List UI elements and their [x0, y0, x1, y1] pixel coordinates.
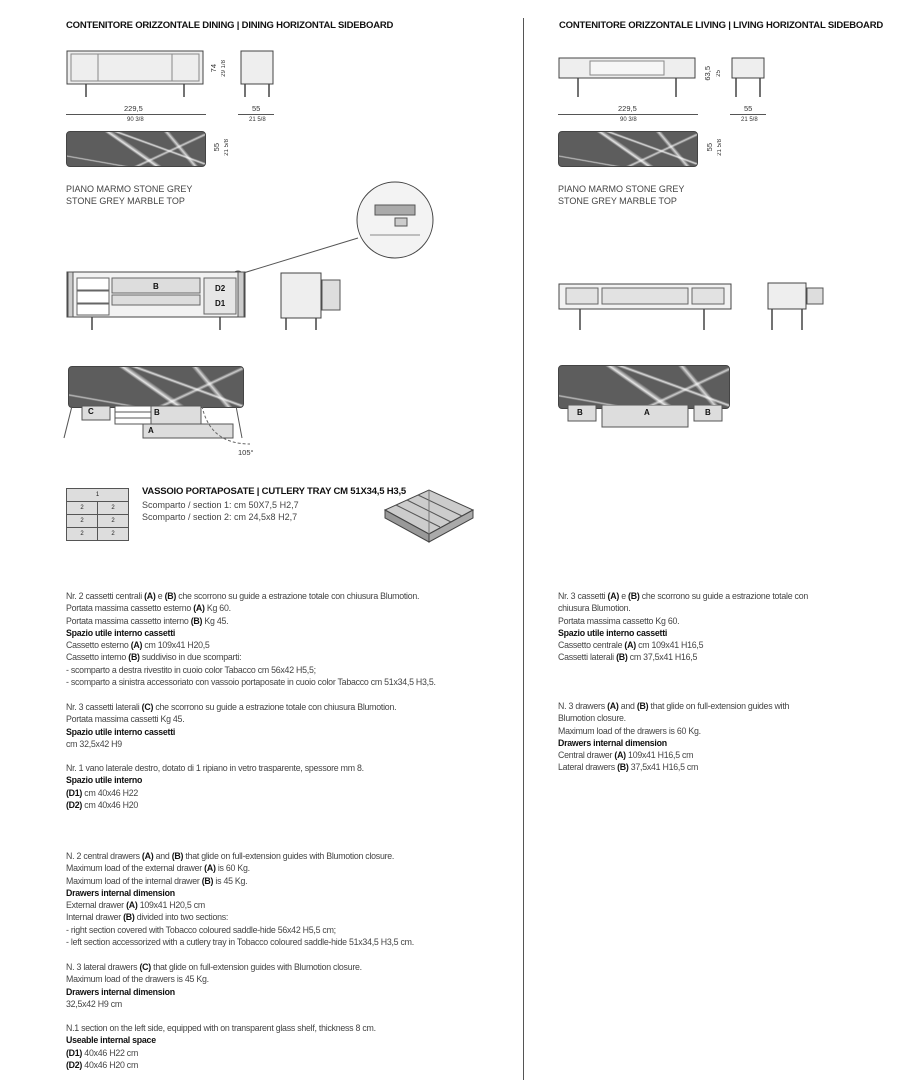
- text-fragment: Maximum load of the internal drawer: [66, 875, 202, 886]
- text-line: [66, 961, 362, 973]
- text-fragment: (A): [193, 603, 205, 614]
- marble-caption-en: STONE GREY MARBLE TOP: [558, 196, 677, 206]
- text-line: [558, 700, 789, 712]
- text-line: [66, 738, 396, 750]
- text-fragment: che scorrono su guide a estrazione totale con chiusura Blumotion.: [176, 591, 420, 601]
- text-fragment: Kg 45.: [202, 615, 229, 626]
- living-marble-top: [558, 131, 698, 167]
- text-fragment: cm 40x46 H20: [82, 799, 139, 810]
- text-line: [558, 590, 808, 602]
- plan-label-a: A: [148, 426, 154, 435]
- text-fragment: that glide on full-extension guides with: [648, 701, 790, 711]
- plan-label-b: B: [154, 408, 160, 417]
- text-fragment: cm 40x46 H22: [82, 787, 139, 798]
- dim-width-cm: 229,5: [124, 104, 143, 113]
- text-fragment: Cassetto centrale: [558, 640, 625, 651]
- text-fragment: divided into two sections:: [134, 912, 229, 923]
- tray-cell: 2: [98, 515, 129, 528]
- text-fragment: 40x46 H22 cm: [82, 1047, 139, 1058]
- text-fragment: and: [618, 701, 637, 711]
- text-fragment: 37,5x41 H16,5 cm: [628, 762, 699, 773]
- plan-label-b-left: B: [577, 408, 583, 417]
- text-fragment: Central drawer: [558, 750, 615, 761]
- dim-line: [66, 114, 206, 115]
- dim-top-depth-cm: 55: [212, 143, 221, 152]
- text-line: [558, 725, 789, 737]
- text-fragment: suddiviso in due scomparti:: [139, 652, 242, 663]
- text-fragment: (A): [204, 863, 216, 874]
- text-fragment: (C): [141, 702, 154, 712]
- text-fragment: (C): [139, 962, 151, 972]
- text-heading: Spazio utile interno cassetti: [66, 627, 176, 638]
- text-fragment: Portata massima cassetto Kg 60.: [558, 615, 680, 626]
- tray-title: VASSOIO PORTAPOSATE | CUTLERY TRAY CM 51X34,5 H3,5: [142, 486, 407, 497]
- text-line: [66, 651, 436, 663]
- text-line: [66, 899, 414, 911]
- text-fragment: Internal drawer: [66, 912, 124, 923]
- text-fragment: N. 3 lateral drawers: [66, 962, 140, 972]
- living-front-open-drawing: [558, 282, 738, 337]
- text-fragment: Nr. 3 cassetti: [558, 591, 608, 601]
- text-fragment: 109x41 H20,5 cm: [137, 900, 205, 911]
- text-heading: Drawers internal dimension: [66, 887, 175, 898]
- text-fragment: Kg 60.: [204, 603, 231, 614]
- dim-height-in: 29 1/8: [221, 60, 227, 77]
- tray-cell: 1: [67, 489, 129, 502]
- text-fragment: Lateral drawers: [558, 762, 618, 773]
- text-line: [66, 799, 364, 811]
- text-line: [66, 887, 414, 899]
- dining-front-open-drawing: [66, 270, 256, 337]
- text-fragment: - scomparto a destra rivestito in cuoio color Tabacco cm 56x42 H5,5;: [66, 664, 316, 675]
- dining-front-elevation: [66, 50, 216, 105]
- text-fragment: (A): [126, 900, 138, 911]
- text-line: [66, 973, 362, 985]
- plan-label-b-right: B: [705, 408, 711, 417]
- dim-width-in: 90 3/8: [620, 117, 637, 123]
- text-fragment: (D2): [66, 1059, 83, 1070]
- text-fragment: Portata massima cassetti Kg 45.: [66, 714, 185, 725]
- tray-line-1: Scomparto / section 1: cm 50X7,5 H2,7: [142, 500, 299, 510]
- text-fragment: (B): [616, 652, 628, 663]
- text-fragment: Portata massima cassetto interno: [66, 615, 191, 626]
- marble-caption-it: PIANO MARMO STONE GREY: [66, 184, 193, 194]
- text-line: [558, 639, 808, 651]
- dining-plan-top: [68, 366, 244, 408]
- column-divider: [523, 18, 524, 1080]
- text-fragment: cm 32,5x42 H9: [66, 738, 122, 749]
- text-fragment: e: [155, 591, 165, 601]
- text-line: [66, 862, 414, 874]
- dining-text-en-drawers: [66, 850, 414, 948]
- dim-depth-cm: 55: [744, 104, 753, 113]
- text-line: [66, 726, 396, 738]
- text-fragment: cm 109x41 H20,5: [142, 640, 210, 651]
- text-line: [66, 1034, 376, 1046]
- dim-width-in: 90 3/8: [127, 117, 144, 123]
- text-fragment: (A): [607, 591, 620, 601]
- text-heading: Spazio utile interno cassetti: [558, 627, 668, 638]
- text-fragment: Cassetto esterno: [66, 640, 131, 651]
- text-fragment: N. 3 drawers: [558, 701, 608, 711]
- dim-height-cm: 63,5: [703, 66, 712, 81]
- text-fragment: (B): [617, 762, 629, 773]
- text-fragment: (B): [128, 652, 140, 663]
- text-line: [66, 1047, 376, 1059]
- text-line: [558, 627, 808, 639]
- dim-depth-cm: 55: [252, 104, 261, 113]
- text-line: [66, 1022, 376, 1034]
- text-fragment: Maximum load of the external drawer: [66, 863, 205, 874]
- text-heading: Useable internal space: [66, 1035, 156, 1046]
- text-fragment: (B): [123, 912, 135, 923]
- text-line: [66, 774, 364, 786]
- text-fragment: that glide on full-extension guides with Blumotion closure.: [183, 851, 395, 861]
- text-fragment: and: [153, 851, 172, 861]
- tray-grid: [66, 488, 129, 541]
- text-heading: Drawers internal dimension: [558, 737, 667, 748]
- text-fragment: (B): [636, 701, 649, 711]
- tray-cell: 2: [98, 528, 129, 541]
- text-line: [558, 651, 808, 663]
- text-fragment: che scorrono su guide a estrazione totale con chiusura Blumotion.: [153, 702, 397, 712]
- text-fragment: Nr. 1 vano laterale destro, dotato di 1 ripiano in vetro trasparente, spessore mm 8.: [66, 763, 364, 773]
- text-line: [66, 676, 436, 688]
- tray-line-2: Scomparto / section 2: cm 24,5x8 H2,7: [142, 512, 298, 522]
- label-b: B: [153, 282, 159, 291]
- text-fragment: (A): [624, 640, 636, 651]
- dining-marble-top: [66, 131, 206, 167]
- text-fragment: (B): [628, 591, 640, 601]
- text-line: [66, 590, 436, 602]
- text-line: [66, 1059, 376, 1071]
- text-line: [66, 911, 414, 923]
- text-fragment: - right section covered with Tobacco coloured saddle-hide 56x42 H5,5 cm;: [66, 924, 336, 935]
- text-fragment: (B): [171, 851, 184, 861]
- text-fragment: (A): [614, 750, 626, 761]
- text-fragment: (D2): [66, 799, 83, 810]
- text-heading: Spazio utile interno cassetti: [66, 726, 176, 737]
- text-heading: Spazio utile interno: [66, 775, 143, 786]
- text-line: [558, 749, 789, 761]
- marble-caption-en: STONE GREY MARBLE TOP: [66, 196, 185, 206]
- text-fragment: 32,5x42 H9 cm: [66, 998, 122, 1009]
- dining-side-elevation: [240, 50, 280, 105]
- living-side-elevation: [731, 57, 771, 104]
- text-line: [558, 761, 789, 773]
- dining-title: CONTENITORE ORIZZONTALE DINING | DINING HORIZONTAL SIDEBOARD: [66, 20, 394, 31]
- text-line: [66, 701, 396, 713]
- dining-text-en-lateral: [66, 961, 362, 1010]
- text-fragment: that glide on full-extension guides with Blumotion closure.: [150, 962, 362, 972]
- text-line: [558, 737, 789, 749]
- text-fragment: e: [619, 591, 629, 601]
- text-line: [66, 875, 414, 887]
- text-line: [66, 713, 396, 725]
- dining-text-it-section: [66, 762, 364, 811]
- text-line: [66, 762, 364, 774]
- text-fragment: (D1): [66, 787, 83, 798]
- text-fragment: chiusura Blumotion.: [558, 603, 631, 614]
- living-text-en: [558, 700, 789, 774]
- dining-text-it-lateral: [66, 701, 396, 750]
- dim-top-depth-cm: 55: [705, 143, 714, 152]
- text-fragment: Cassetti laterali: [558, 652, 617, 663]
- text-fragment: - left section accessorized with a cutlery tray in Tobacco coloured saddle-hide 51x34,5 H3,5 cm.: [66, 937, 414, 948]
- text-fragment: che scorrono su guide a estrazione totale con: [639, 591, 808, 601]
- text-fragment: (B): [190, 615, 203, 626]
- dim-top-depth-in: 21 5/8: [224, 139, 230, 156]
- text-line: [66, 998, 362, 1010]
- text-line: [66, 627, 436, 639]
- dim-line: [730, 114, 766, 115]
- dining-text-en-section: [66, 1022, 376, 1071]
- living-title: CONTENITORE ORIZZONTALE LIVING | LIVING HORIZONTAL SIDEBOARD: [559, 20, 884, 31]
- dim-height-in: 25: [716, 70, 722, 77]
- text-fragment: is 45 Kg.: [213, 875, 248, 886]
- text-heading: Drawers internal dimension: [66, 986, 175, 997]
- dim-depth-in: 21 5/8: [249, 117, 266, 123]
- label-d1: D1: [215, 299, 226, 308]
- living-plan-top: [558, 365, 730, 409]
- text-line: [66, 936, 414, 948]
- dim-depth-in: 21 5/8: [741, 117, 758, 123]
- dining-text-it-drawers: [66, 590, 436, 688]
- text-fragment: cm 109x41 H16,5: [635, 640, 704, 651]
- tray-cell: 2: [67, 502, 98, 515]
- text-line: [66, 664, 436, 676]
- text-line: [66, 986, 362, 998]
- text-fragment: Maximum load of the drawers is 45 Kg.: [66, 974, 209, 985]
- text-fragment: (B): [201, 875, 214, 886]
- text-line: [66, 639, 436, 651]
- text-line: [66, 615, 436, 627]
- text-fragment: Portata massima cassetto esterno: [66, 603, 194, 614]
- tray-isometric-drawing: [383, 488, 475, 549]
- text-line: [558, 615, 808, 627]
- text-fragment: (A): [141, 851, 154, 861]
- plan-label-a: A: [644, 408, 650, 417]
- text-fragment: - scomparto a sinistra accessoriato con vassoio portaposate in cuoio color Tabacco cm 51x34,5 H3,5.: [66, 677, 436, 688]
- text-fragment: N. 2 central drawers: [66, 851, 142, 861]
- tray-cell: 2: [98, 502, 129, 515]
- text-line: [558, 602, 808, 614]
- opening-angle: 105°: [238, 448, 254, 457]
- dim-line: [558, 114, 698, 115]
- plan-label-c: C: [88, 407, 94, 416]
- dim-height-cm: 74: [209, 64, 218, 73]
- text-fragment: (B): [164, 591, 177, 601]
- text-fragment: 109x41 H16,5 cm: [625, 750, 694, 761]
- text-fragment: (A): [144, 591, 156, 601]
- text-line: [66, 602, 436, 614]
- text-fragment: (A): [130, 640, 143, 651]
- text-line: [558, 712, 789, 724]
- text-line: [66, 787, 364, 799]
- text-fragment: N.1 section on the left side, equipped with on transparent glass shelf, thickness 8 cm.: [66, 1023, 376, 1033]
- text-line: [66, 924, 414, 936]
- text-fragment: Maximum load of the drawers is 60 Kg.: [558, 725, 701, 736]
- text-fragment: Nr. 3 cassetti laterali: [66, 702, 142, 712]
- tray-cell: 2: [67, 528, 98, 541]
- text-fragment: External drawer: [66, 900, 127, 911]
- text-fragment: Nr. 2 cassetti centrali: [66, 591, 145, 601]
- tray-cell: 2: [67, 515, 98, 528]
- living-side-open-drawing: [767, 282, 829, 337]
- living-text-it: [558, 590, 808, 664]
- text-fragment: Cassetto interno: [66, 652, 129, 663]
- dim-width-cm: 229,5: [618, 104, 637, 113]
- text-fragment: Blumotion closure.: [558, 713, 626, 724]
- text-fragment: (A): [607, 701, 619, 711]
- label-d2: D2: [215, 284, 226, 293]
- text-line: [66, 850, 414, 862]
- text-fragment: is 60 Kg.: [215, 863, 250, 874]
- dim-line: [238, 114, 274, 115]
- dining-side-open-drawing: [280, 272, 350, 337]
- text-fragment: cm 37,5x41 H16,5: [627, 652, 698, 663]
- text-fragment: 40x46 H20 cm: [82, 1059, 139, 1070]
- living-front-elevation: [558, 57, 708, 104]
- marble-caption-it: PIANO MARMO STONE GREY: [558, 184, 685, 194]
- dim-top-depth-in: 21 5/8: [717, 139, 723, 156]
- text-fragment: (D1): [66, 1047, 83, 1058]
